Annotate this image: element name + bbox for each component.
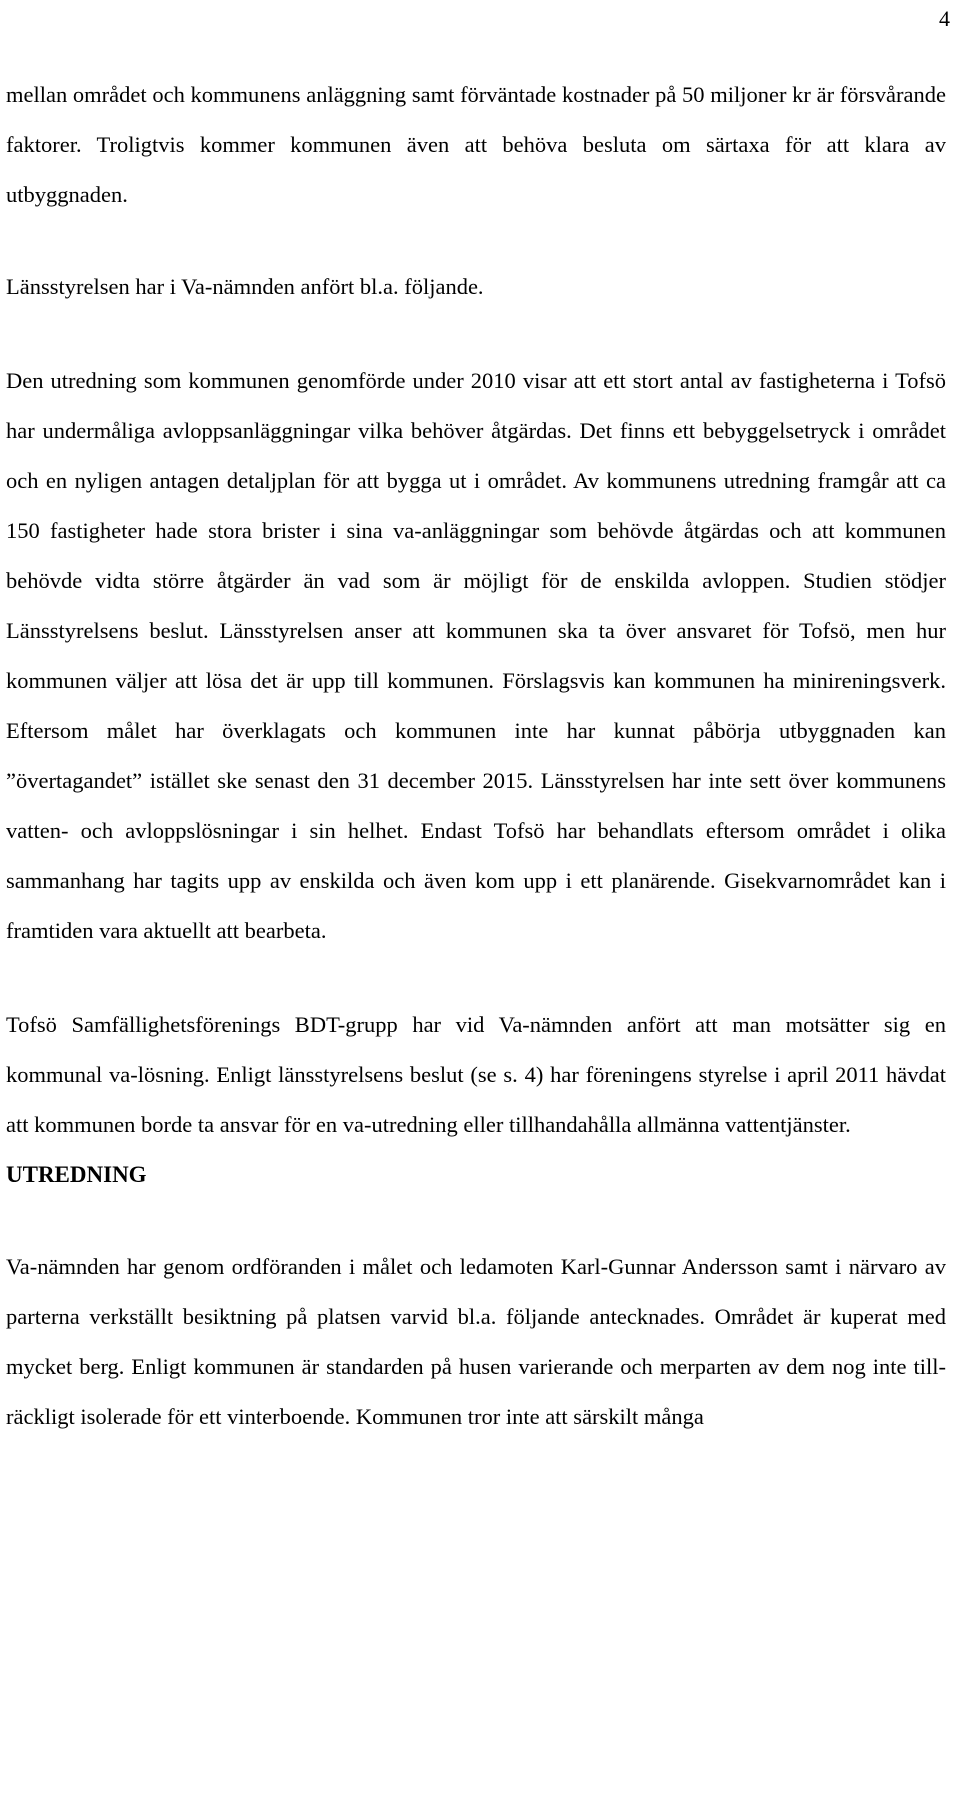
paragraph-inspection: Va-nämnden har genom ordföranden i målet och ledamoten Karl-Gunnar Andersson samt i närvaro av parterna verkställt besiktning på platsen varvid bl.a. följande antecknades. Området är kuperat med mycket berg. Enligt kommunen är standarden på husen varierande och merparten av dem nog inte tillräckligt isolerade för ett vinterboende. Kommunen tror inte att särskilt många: [6, 1254, 946, 1429]
paragraph-costs: mellan området och kommunens anläggning samt förväntade kostnader på 50 miljoner kr är försvårande faktorer. Troligtvis kommer kommunen även att behöva besluta om särtaxa för att klara av utbyggnaden.: [6, 82, 946, 207]
page-content: [6, 70, 946, 1442]
paragraph-bdt-group: Tofsö Samfällighetsförenings BDT-grupp har vid Va-nämnden anfört att man motsätter sig en kommunal va-lösning. Enligt länsstyrelsens beslut (se s. 4) har föreningens styrelse i april 2011 hävdat att kommunen borde ta ansvar för en va-utredning eller tillhandahålla allmänna vattentjänster.: [6, 1012, 946, 1137]
paragraph-lansstyrelsen-statement: Den utredning som kommunen genomförde under 2010 visar att ett stort antal av fastigheterna i Tofsö har undermåliga avloppsanläggningar vilka behöver åtgärdas. Det finns ett bebyggelsetryck i området och en nyligen antagen detaljplan för att bygga ut i området. Av kommunens utredning framgår att ca 150 fastigheter hade stora brister i sina va-anläggningar som behövde åtgärdas och att kommunen behövde vidta större åtgärder än vad som är möjligt för de enskilda avloppen. Studien stödjer Länsstyrelsens beslut. Länsstyrelsen anser att kommunen ska ta över ansvaret för Tofsö, men hur kommunen väljer att lösa det är upp till kommunen. Förslagsvis kan kommunen ha minireningsverk. Eftersom målet har överklagats och kommunen inte har kunnat påbörja utbyggnaden kan ”övertagandet” istället ske senast den 31 december 2015. Länsstyrelsen har inte sett över kommunens vatten- och avloppslösningar i sin helhet. Endast Tofsö har behandlats eftersom området i olika sammanhang har tagits upp av enskilda och även kom upp i ett planärende. Gisekvarnområdet kan i framtiden vara aktuellt att bearbeta.: [6, 368, 946, 943]
page-number: 4: [939, 6, 950, 31]
section-heading-utredning: UTREDNING: [6, 1162, 147, 1187]
paragraph-lansstyrelsen-intro: Länsstyrelsen har i Va-nämnden anfört bl.a. följande.: [6, 274, 484, 299]
